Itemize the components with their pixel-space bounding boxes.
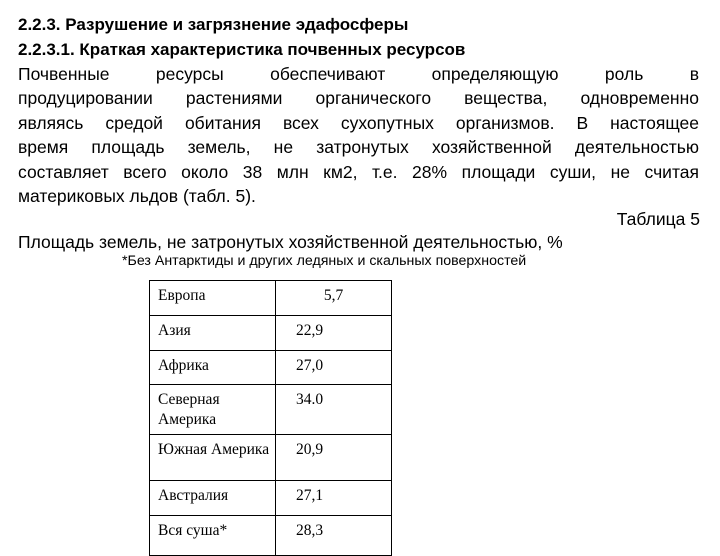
value-cell: 5,7 [276,281,392,316]
table-row [150,435,392,481]
value-cell: 27,1 [276,481,392,516]
paragraph-line: Почвенные ресурсы обеспечивают определяющую роль в [18,64,699,84]
value-cell: 27,0 [276,351,392,385]
value-cell: 22,9 [276,316,392,351]
land-area-table [149,280,392,556]
paragraph-line: продуцировании растениями органического вещества, одновременно [18,88,699,109]
region-cell: Северная Америка [150,385,276,435]
paragraph-line: составляет всего около 38 млн км2, т.е. 28% площади суши, не считая [18,161,699,182]
region-cell: Европа [150,281,276,316]
value-cell: 34.0 [276,385,392,435]
paragraph-line: являясь средой обитания всех сухопутных организмов. В настоящее [18,112,699,133]
table-row [150,281,392,316]
table-row [150,516,392,556]
section-heading: 2.2.3. Разрушение и загрязнение эдафосферы [18,15,409,34]
value-cell: 28,3 [276,516,392,556]
region-cell: Азия [150,316,276,351]
region-cell: Австралия [150,481,276,516]
table-caption: Площадь земель, не затронутых хозяйственной деятельностью, % [18,232,563,252]
table-row [150,385,392,435]
body-paragraph [18,62,699,208]
region-cell: Африка [150,351,276,385]
table-footnote: *Без Антарктиды и других ледяных и скальных поверхностей [122,253,527,269]
table-row [150,351,392,385]
paragraph-line: время площадь земель, не затронутых хозяйственной деятельностью [18,137,699,158]
table-row [150,316,392,351]
value-cell: 20,9 [276,435,392,481]
region-cell: Южная Америка [150,435,276,481]
table-row [150,481,392,516]
paragraph-line: материковых льдов (табл. 5). [18,185,256,206]
region-cell: Вся суша* [150,516,276,556]
table-label: Таблица 5 [616,209,700,229]
subsection-heading: 2.2.3.1. Краткая характеристика почвенных ресурсов [18,40,466,59]
